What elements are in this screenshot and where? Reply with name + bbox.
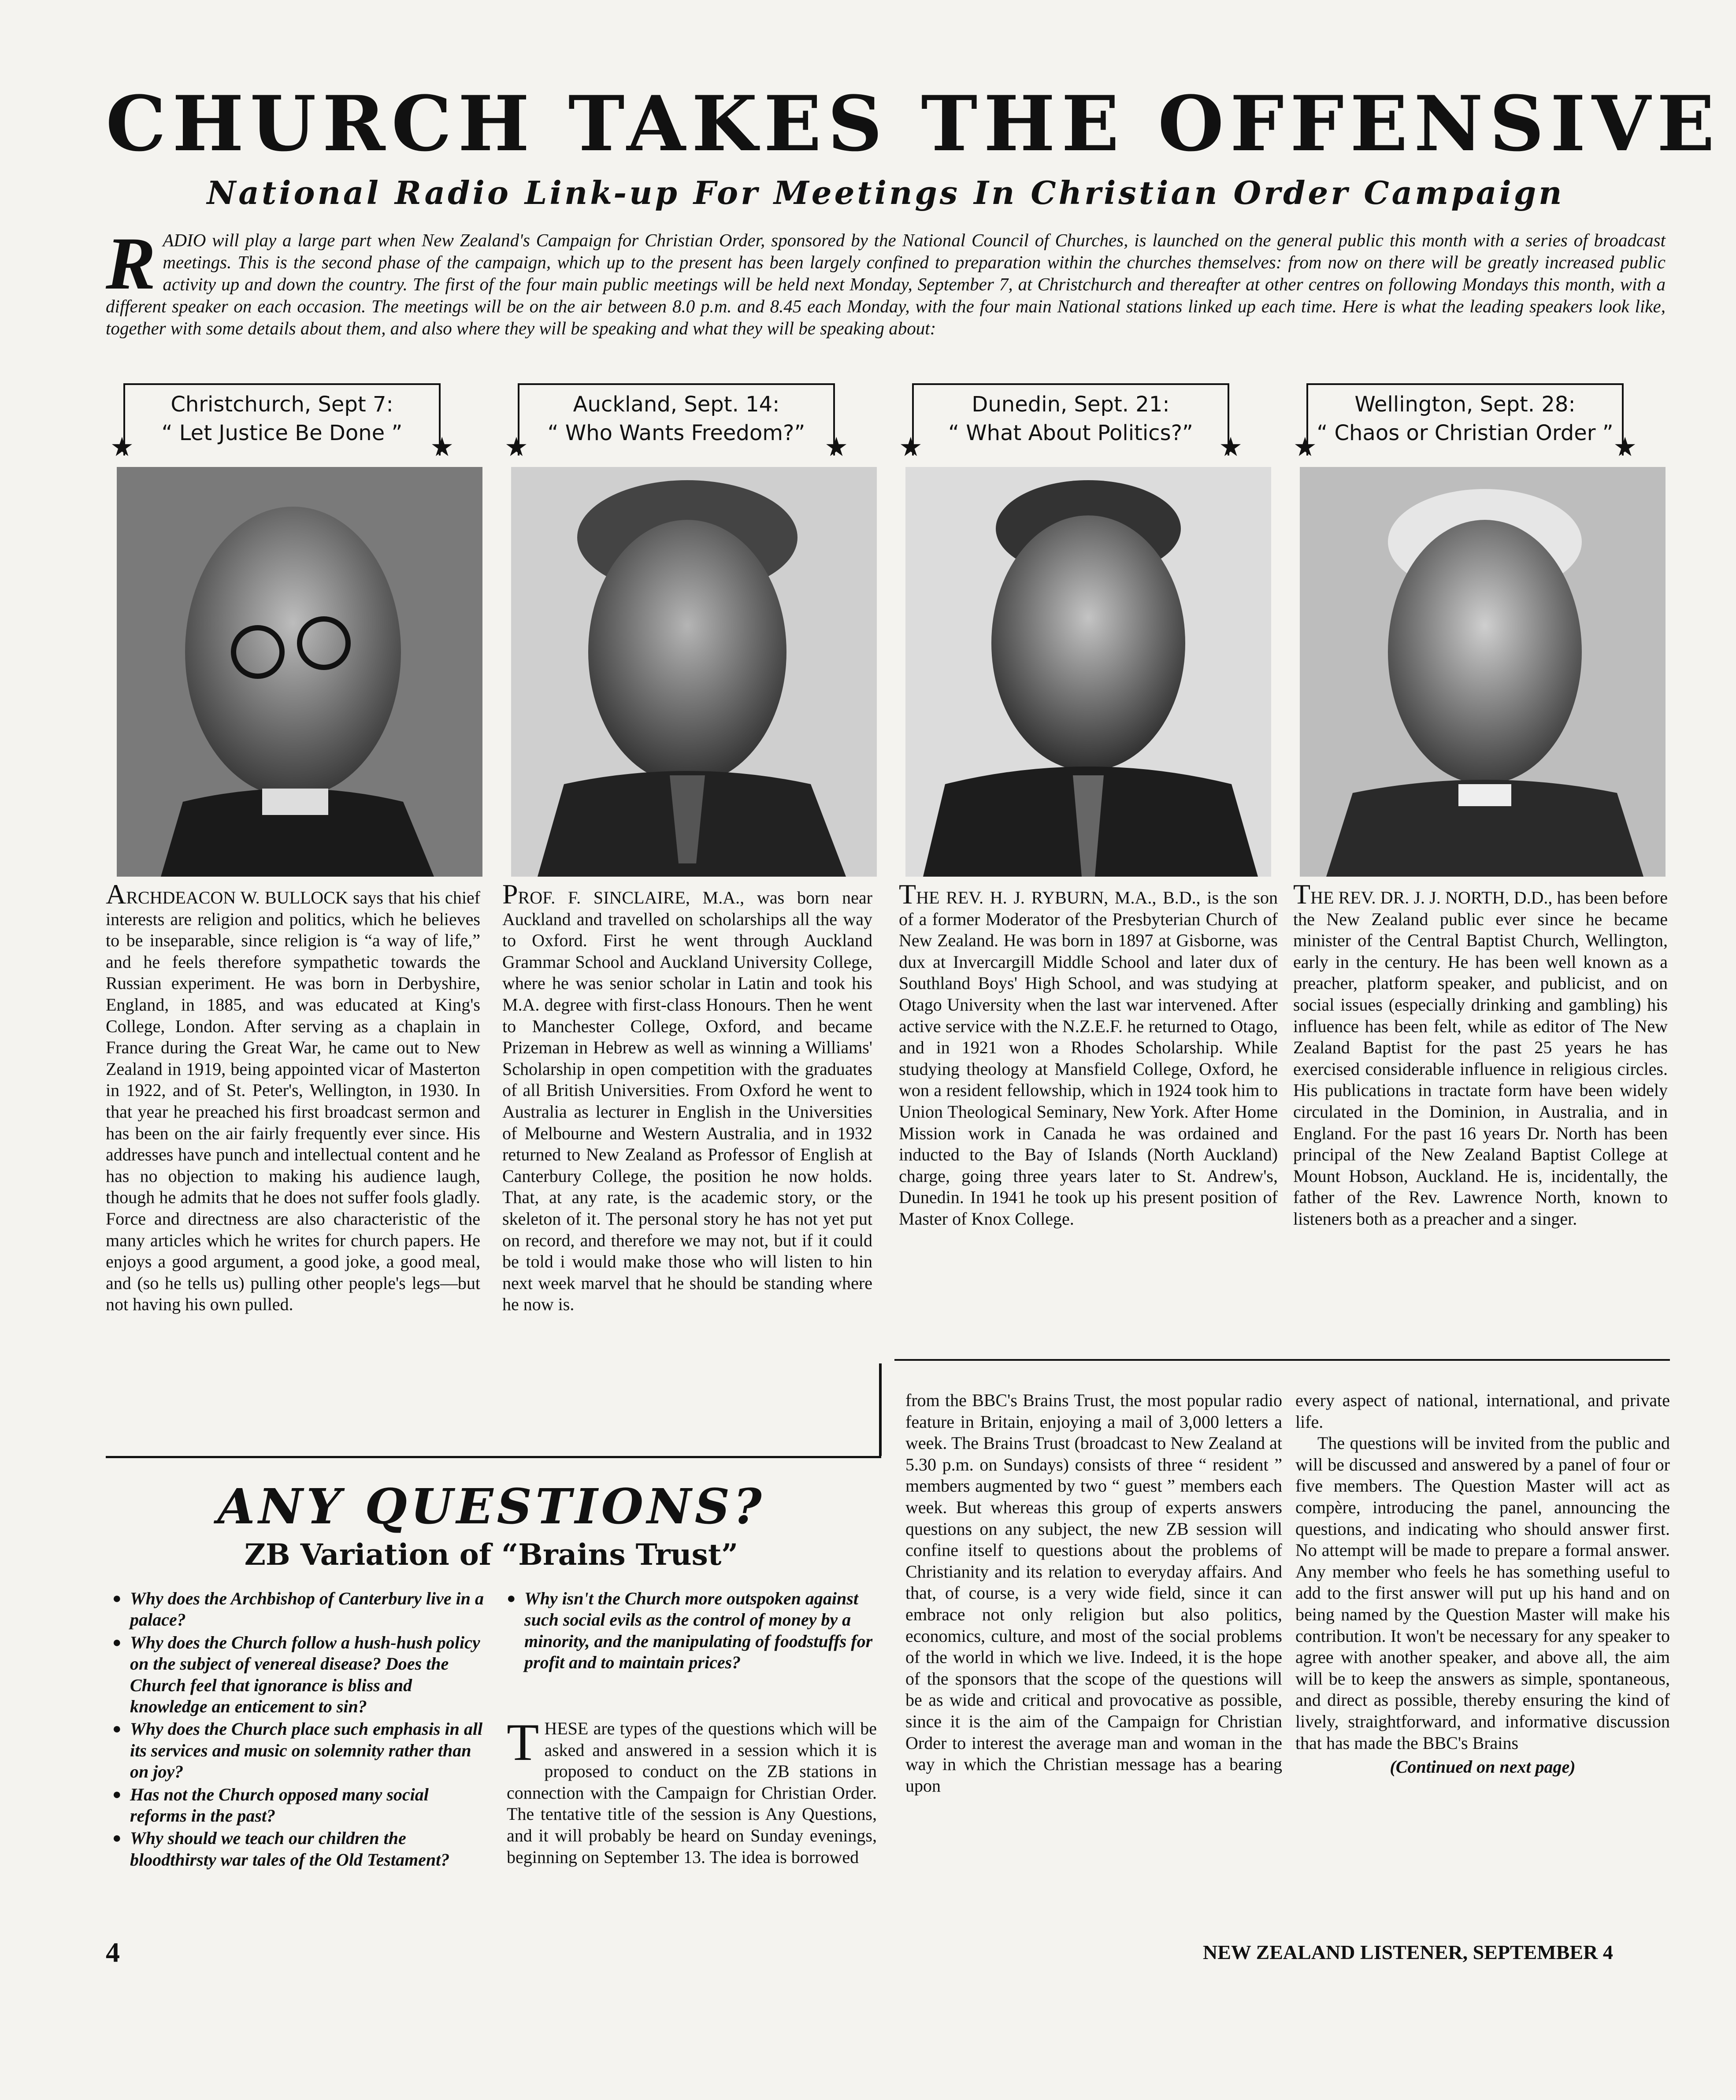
bio-ryburn-text: HE REV. H. J. RYBURN, M.A., B.D., is the son of a former Moderator of the Presbyterian Church of New Zealand. He was born in 1897 at Gisborne, was dux at Invercargill Middle School and later dux of Southland Boys' High School, and was studying at Otago University when the last war intervened. After active service with the N.Z.E.F. he returned to Otago, and in 1921 won a Rhodes Scholarship. While studying theology at Mansfield College, Oxford, he won a resident fellowship, which in 1924 took him to Union Theological Seminary, New York. After Home Mission work in Canada he was ordained and inducted to the Bay of Islands (North Auckland) charge, going three years later to St. Andrew's, Dunedin. In 1941 he took up his present position of Master of Knox College. [899,888,1278,1229]
question-item: ● Why should we teach our children the bloodthirsty war tales of the Old Testament? [112,1828,487,1870]
star-icon: ★ [430,433,454,462]
speaker-2-topic: “ Who Wants Freedom?” [547,421,805,445]
star-icon: ★ [1219,433,1243,462]
speaker-4-place: Wellington, Sept. 28: [1354,392,1576,417]
page-number: 4 [106,1937,120,1968]
question-item: ● Why isn't the Church more outspoken against such social evils as the control of money by a minority, and the manipulating of foodstuffs for profit and to maintain prices? [507,1588,877,1674]
speaker-1-topic: “ Let Justice Be Done ” [161,421,403,445]
any-questions-body-3 [1295,1390,1670,1778]
star-icon: ★ [899,433,923,462]
question-item: ● Has not the Church opposed many social reforms in the past? [112,1784,487,1827]
headline: CHURCH TAKES THE OFFENSIVE [106,79,1721,168]
bio-north-text: HE REV. DR. J. J. NORTH, D.D., has been before the New Zealand public ever since he became minister of the Central Baptist Church, Wellington, early in the century. He has been well known as a preacher, platform speaker, and publicist, and on social issues (especially drinking and gambling) his influence has been felt, while as editor of The New Zealand Baptist for the past 25 years he has exercised considerable influence in religious circles. His publications in tractate form have been widely circulated in the Dominion, in Australia, and in England. For the past 16 years Dr. North has been principal of the New Zealand Baptist College at Mount Hobson, Auckland. He is, incidentally, the father of the Rev. Lawrence North, known to listeners both as a preacher and a singer. [1293,888,1668,1229]
any-questions-body-1 [507,1713,877,1868]
any-questions-title: ANY QUESTIONS? [217,1478,765,1535]
speaker-4-topic: “ Chaos or Christian Order ” [1317,421,1614,445]
bio-sinclaire-text: ROF. F. SINCLAIRE, M.A., was born near Auckland and travelled on scholarships all the way to Oxford. First he went through Auckland Grammar School and Auckland University College, where he was senior scholar in Latin and took his M.A. degree with first-class Honours. Then he went to Manchester College, Oxford, and became Prizeman in Hebrew as well as winning a Williams' Scholarship in open competition with the graduates of all British Universities. From Oxford he went to Australia as lecturer in English in the Universities of Melbourne and Western Australia, and in 1932 returned to New Zealand as Professor of English at Canterbury College, the position he now holds. That, at any rate, is the academic story, or the skeleton of it. The personal story he has not yet put on record, and therefore we may not, but if it could be told i would make those who will listen to hin next week marvel that he should be standing where he now is. [502,888,872,1315]
star-icon: ★ [110,433,134,462]
bio-bullock-text: RCHDEACON W. BULLOCK says that his chief interests are religion and politics, which he believes to be inseparable, since religion is “a way of life,” and he feels therefore sympathetic towards the Russian experiment. He was born in Derbyshire, England, in 1885, and was educated at King's College, London. After serving as a chaplain in France during the Great War, he came out to New Zealand in 1919, being appointed vicar of Masterton in 1922, and of St. Peter's, Wellington, in 1930. In that year he preached his first broadcast sermon and has been on the air fairly frequently ever since. His addresses have punch and intellectual content and he has no objection to making his audience laugh, though he admits that he does not suffer fools gladly. Force and directness are also characteristic of the many articles which he writes for church papers. He enjoys a good argument, a good joke, a good meal, and (so he tells us) pulling other people's legs—but not having his own pulled. [106,888,480,1315]
any-questions-dropcap: T [507,1713,539,1771]
star-icon: ★ [504,433,528,462]
bio-sinclaire [502,878,872,1315]
questions-list-right [507,1588,877,1675]
speaker-3-sign [899,383,1243,463]
question-item: ● Why does the Archbishop of Canterbury live in a palace? [112,1588,487,1631]
publication-line: NEW ZEALAND LISTENER, SEPTEMBER 4 [1203,1941,1613,1963]
any-questions-body-1-text: HESE are types of the questions which will be asked and answered in a session which it is proposed to conduct on the ZB stations in connection with the Campaign for Christian Order. The tentative title of the session is Any Questions, and it will probably be heard on Sunday evenings, beginning on September 13. The idea is borrowed [507,1719,877,1867]
any-questions-body-3b: The questions will be invited from the public and will be discussed and answered by a panel of four or five members. The Question Master will act as compère, introducing the panel, announcing the questions, and indicating who should answer first. No attempt will be made to prepare a formal answer. Any member who feels he has something useful to add to the first answer will put up his hand and on being named by the Question Master will make his contribution. It won't be necessary for any speaker to agree with another speaker, and above all, the aim will be to keep the answers as simple, spontaneous, and direct as possible, thereby ensuring the kind of lively, straightforward, and informative discussion that has made the BBC's Brains [1295,1433,1670,1753]
speaker-3-topic: “ What About Politics?” [948,421,1193,445]
subheadline: National Radio Link-up For Meetings In Christian Order Campaign [207,174,1565,211]
intro-dropcap: R [106,222,156,305]
section-rule [894,1359,1670,1361]
star-icon: ★ [1293,433,1317,462]
speaker-1-sign [110,383,454,463]
bio-bullock-dropcap: A [106,878,126,910]
box-rule-vertical [879,1363,882,1456]
speaker-1-place: Christchurch, Sept 7: [171,392,393,417]
speaker-3-place: Dunedin, Sept. 21: [972,392,1170,417]
speaker-2-place: Auckland, Sept. 14: [573,392,780,417]
star-icon: ★ [1613,433,1637,462]
question-item: ● Why does the Church place such emphasis in all its services and music on solemnity rather than on joy? [112,1719,487,1782]
intro-text: ADIO will play a large part when New Zealand's Campaign for Christian Order, sponsored by the National Council of Churches, is launched on the general public this month with a series of broadcast meetings. This is the second phase of the campaign, which up to the present has been largely confined to preparation within the churches themselves: from now on there will be greatly increased public activity up and down the country. The first of the four main public meetings will be held next Monday, September 7, at Christchurch and thereafter at other centres on following Mondays this month, with a different speaker on each occasion. The meetings will be on the air between 8.0 p.m. and 8.45 each Monday, with the four main National stations linked up each time. Here is what the leading speakers look like, together with some details about them, and also where they will be speaking and what they will be speaking about: [106,230,1666,338]
speaker-4-sign [1293,383,1637,463]
intro-paragraph [106,222,1666,339]
portrait-sinclaire [511,467,877,877]
box-rule-horizontal [106,1456,881,1458]
any-questions-body-3a: every aspect of national, international, and private life. [1295,1390,1670,1432]
bio-bullock [106,878,480,1315]
portrait-bullock [117,467,482,877]
speaker-2-sign [504,383,848,463]
continued-note: (Continued on next page) [1390,1757,1576,1777]
bio-ryburn [899,878,1278,1230]
portrait-north [1300,467,1666,877]
bio-ryburn-dropcap: T [899,878,916,910]
star-icon: ★ [824,433,848,462]
bio-north-dropcap: T [1293,878,1311,910]
questions-list-left [112,1588,487,1872]
question-item: ● Why does the Church follow a hush-hush policy on the subject of venereal disease? Does the Church feel that ignorance is bliss and knowledge an enticement to sin? [112,1632,487,1718]
portrait-ryburn [905,467,1271,877]
any-questions-body-2: from the BBC's Brains Trust, the most popular radio feature in Britain, enjoying a mail of 3,000 letters a week. The Brains Trust (broadcast to New Zealand at 5.30 p.m. on Sundays) consists of three “ resident ” members augmented by two “ guest ” members each week. But whereas this group of experts answers questions on any subject, the new ZB session will confine itself to questions about the problems of Christianity and its relation to everyday affairs. And that, of course, is a very wide field, since it can embrace not only religion but also politics, economics, culture, and most of the social problems of the world in which we live. Indeed, it is the hope of the sponsors that the scope of the questions will be as wide and critical and provocative as possible, since it is the aim of the Campaign for Christian Order to interest the average man and woman in the way in which the Christian message has a bearing upon [905,1390,1282,1796]
bio-north [1293,878,1668,1230]
any-questions-subtitle: ZB Variation of “Brains Trust” [244,1537,738,1572]
bio-sinclaire-dropcap: P [502,878,518,910]
